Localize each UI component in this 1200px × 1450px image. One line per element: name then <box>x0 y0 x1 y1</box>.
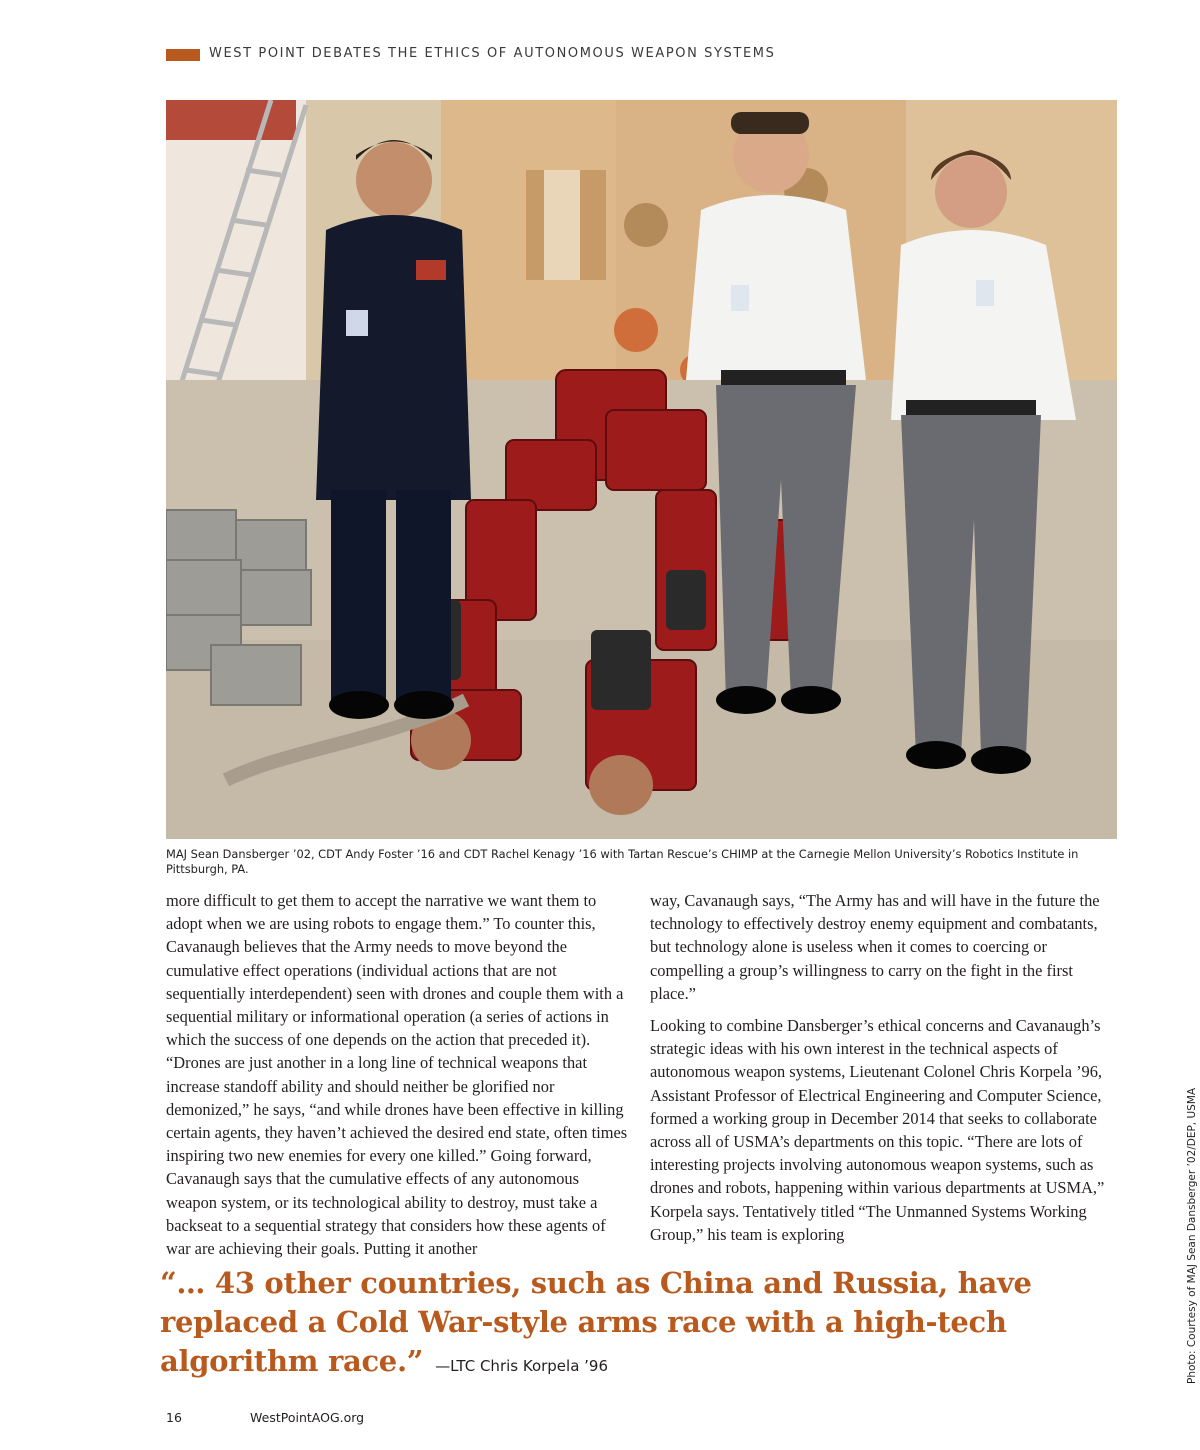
body-column-right <box>650 889 1120 1246</box>
footer-website: WestPointAOG.org <box>250 1410 365 1425</box>
photo-caption: MAJ Sean Dansberger ’02, CDT Andy Foster ’16 and CDT Rachel Kenagy ’16 with Tartan Rescue’s CHIMP at the Carnegie Mellon University’s Robotics Institute in Pittsburgh, PA. <box>166 847 1079 876</box>
header-accent-bar <box>166 49 200 61</box>
running-header: WEST POINT DEBATES THE ETHICS OF AUTONOMOUS WEAPON SYSTEMS <box>209 46 776 61</box>
article-photo <box>166 100 1117 839</box>
pull-quote <box>160 1264 1120 1386</box>
body-paragraph: way, Cavanaugh says, “The Army has and will have in the future the technology to effectively destroy enemy equipment and combatants, but technology alone is useless when it comes to coercing or compelling a group’s willingness to carry on the fight in the first place.” <box>650 891 1100 1003</box>
body-column-left <box>166 889 634 1260</box>
body-paragraph: more difficult to get them to accept the narrative we want them to adopt when we are using robots to engage them.” To counter this, Cavanaugh believes that the Army needs to move beyond the cumulative effect operations (individual actions that are not sequentially interdependent) seen with drones and couple them with a sequential military or informational operation (a series of actions in which the success of one depends on the action that preceded it). “Drones are just another in a long line of technical weapons that increase standoff ability and should neither be glorified nor demonized,” he says, “and while drones have been effective in killing certain agents, they haven’t achieved the desired end state, often times inspiring two new enemies for every one killed.” Going forward, Cavanaugh says that the cumulative effects of any autonomous weapon system, or its technological ability to destroy, must take a backseat to a sequential strategy that considers how these agents of war are achieving their goals. Putting it another <box>166 891 628 1259</box>
page-number: 16 <box>166 1410 182 1425</box>
photo-credit: Photo: Courtesy of MAJ Sean Dansberger ’02/DEP, USMA <box>1186 1087 1198 1384</box>
body-paragraph: Looking to combine Dansberger’s ethical concerns and Cavanaugh’s strategic ideas with his own interest in the technical aspects of autonomous weapon systems, Lieutenant Colonel Chris Korpela ’96, Assistant Professor of Electrical Engineering and Computer Science, formed a working group in December 2014 that seeks to collaborate across all of USMA’s departments on this topic. “There are lots of interesting projects involving autonomous weapon systems, such as drones and robots, happening within various departments at USMA,” Korpela says. Tentatively titled “The Unmanned Systems Working Group,” his team is exploring <box>650 1016 1105 1244</box>
pull-quote-text: “… 43 other countries, such as China and Russia, have replaced a Cold War-style arms race with a high-tech algorithm race.” <box>160 1266 1032 1378</box>
pull-quote-attribution: —LTC Chris Korpela ’96 <box>435 1357 609 1375</box>
